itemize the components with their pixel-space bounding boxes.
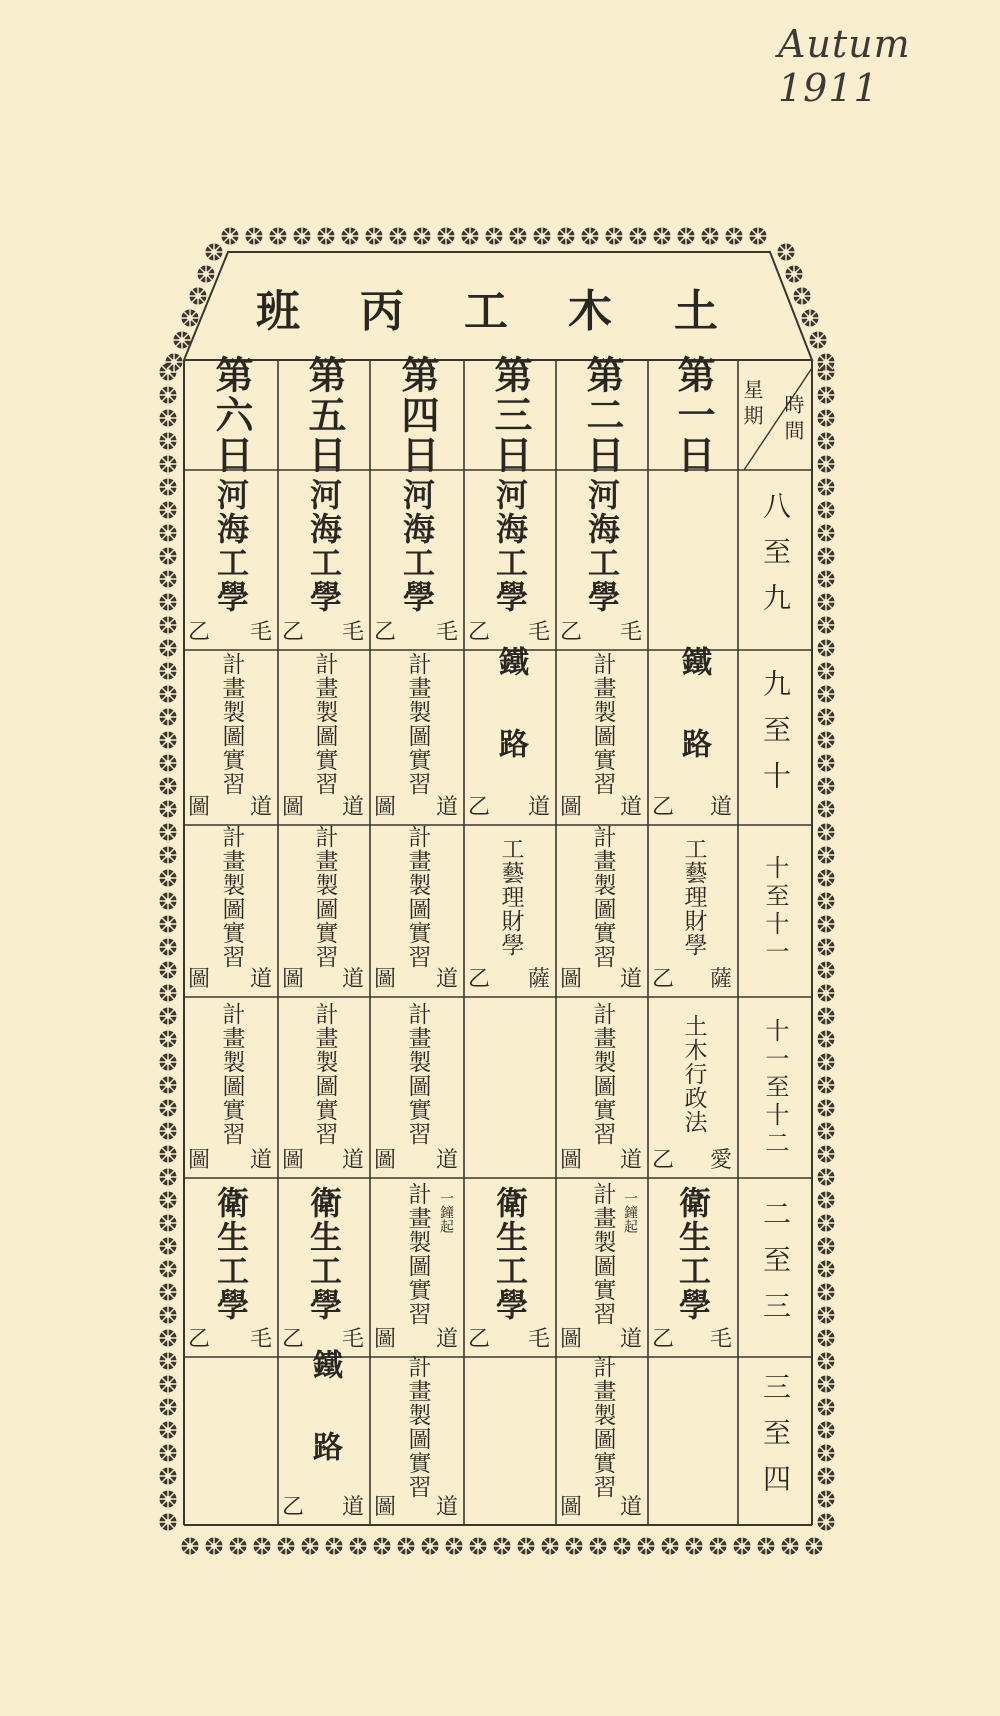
cell-instructor: 毛 (250, 1327, 273, 1352)
title-char: 土 (674, 286, 718, 337)
cell-instructor: 道 (250, 795, 273, 820)
cell-room: 圖 (282, 967, 305, 992)
handwritten-date-note: Autum 1911 (778, 22, 911, 110)
cell-subject: 鐵路 (307, 1349, 342, 1513)
day-header: 第三日 (488, 355, 533, 475)
cell-room: 乙 (282, 620, 305, 645)
cell-room: 圖 (282, 1148, 305, 1173)
cell-room: 圖 (560, 1495, 583, 1520)
cell-subject: 計畫製圖實習 (311, 1001, 338, 1146)
title-char: 丙 (360, 286, 404, 337)
day-header: 第五日 (302, 355, 347, 475)
cell-subject: 土木行政法 (680, 1013, 707, 1134)
cell-instructor: 毛 (436, 620, 459, 645)
cell-instructor: 道 (342, 795, 365, 820)
day-header: 第六日 (209, 355, 254, 475)
cell-room: 乙 (374, 620, 397, 645)
cell-room: 圖 (560, 1148, 583, 1173)
week-label: 星期 (740, 379, 764, 431)
cell-room: 乙 (468, 795, 491, 820)
cell-room: 圖 (374, 795, 397, 820)
cell-instructor: 道 (436, 1327, 459, 1352)
cell-subject: 衛生工學 (212, 1185, 250, 1322)
start-time-note: 一鐘起 (622, 1191, 638, 1233)
cell-instructor: 道 (620, 1327, 643, 1352)
day-header: 第二日 (580, 355, 625, 475)
cell-instructor: 毛 (342, 620, 365, 645)
cell-instructor: 道 (250, 1148, 273, 1173)
cell-instructor: 道 (528, 795, 551, 820)
cell-room: 圖 (188, 795, 211, 820)
cell-subject: 計畫製圖實習 (589, 1001, 616, 1146)
cell-subject: 計畫製圖實習 (589, 1181, 616, 1326)
cell-subject: 計畫製圖實習 (589, 651, 616, 796)
day-header: 第一日 (671, 355, 716, 475)
cell-instructor: 道 (620, 795, 643, 820)
cell-instructor: 道 (620, 1495, 643, 1520)
title-char: 木 (568, 286, 612, 337)
cell-subject: 計畫製圖實習 (404, 1001, 431, 1146)
time-slot-label: 八至九 (759, 491, 792, 629)
cell-room: 乙 (468, 620, 491, 645)
cell-room: 圖 (374, 1495, 397, 1520)
cell-room: 圖 (188, 967, 211, 992)
cell-subject: 工藝理財學 (497, 837, 524, 957)
start-time-note: 一鐘起 (438, 1191, 454, 1233)
cell-room: 圖 (374, 967, 397, 992)
cell-instructor: 道 (436, 1495, 459, 1520)
cell-room: 圖 (560, 967, 583, 992)
title-char: 工 (464, 286, 508, 337)
cell-room: 圖 (188, 1148, 211, 1173)
cell-subject: 河海工學 (305, 478, 343, 614)
cell-instructor: 毛 (528, 620, 551, 645)
cell-room: 圖 (560, 1327, 583, 1352)
cell-subject: 河海工學 (491, 478, 529, 614)
cell-subject: 計畫製圖實習 (589, 1355, 616, 1499)
cell-instructor: 道 (436, 1148, 459, 1173)
time-slot-label: 十至十一 (761, 855, 789, 967)
cell-subject: 計畫製圖實習 (404, 825, 431, 969)
cell-room: 乙 (188, 620, 211, 645)
cell-room: 圖 (560, 795, 583, 820)
cell-room: 圖 (282, 795, 305, 820)
time-slot-label: 九至十 (759, 668, 792, 807)
cell-subject: 計畫製圖實習 (404, 1181, 431, 1326)
cell-subject: 計畫製圖實習 (311, 651, 338, 796)
time-slot-label: 二至三 (759, 1198, 792, 1337)
cell-instructor: 道 (620, 1148, 643, 1173)
cell-instructor: 毛 (620, 620, 643, 645)
cell-room: 乙 (652, 1327, 675, 1352)
cell-subject: 計畫製圖實習 (218, 825, 245, 969)
cell-subject: 計畫製圖實習 (218, 1001, 245, 1146)
cell-instructor: 毛 (528, 1327, 551, 1352)
cell-subject: 河海工學 (212, 478, 250, 614)
time-slot-label: 十一至十二 (761, 1017, 789, 1158)
cell-room: 乙 (282, 1327, 305, 1352)
cell-room: 乙 (560, 620, 583, 645)
cell-instructor: 道 (342, 967, 365, 992)
cell-subject: 衛生工學 (674, 1185, 712, 1322)
cell-room: 乙 (188, 1327, 211, 1352)
cell-subject: 計畫製圖實習 (404, 651, 431, 796)
cell-room: 乙 (468, 967, 491, 992)
cell-instructor: 道 (436, 967, 459, 992)
day-header: 第四日 (395, 355, 440, 475)
cell-instructor: 薩 (710, 967, 733, 992)
cell-instructor: 毛 (710, 1327, 733, 1352)
cell-subject: 鐵路 (493, 645, 528, 810)
cell-instructor: 薩 (528, 967, 551, 992)
cell-instructor: 毛 (342, 1327, 365, 1352)
cell-subject: 河海工學 (583, 478, 621, 614)
cell-instructor: 道 (436, 795, 459, 820)
cell-subject: 計畫製圖實習 (404, 1355, 431, 1499)
cell-room: 乙 (652, 795, 675, 820)
cell-instructor: 道 (710, 795, 733, 820)
cell-room: 乙 (468, 1327, 491, 1352)
cell-room: 乙 (282, 1495, 305, 1520)
time-label: 時間 (781, 394, 805, 446)
cell-subject: 計畫製圖實習 (589, 825, 616, 969)
cell-room: 圖 (374, 1148, 397, 1173)
cell-subject: 鐵路 (676, 645, 711, 810)
cell-subject: 衛生工學 (491, 1185, 529, 1322)
cell-subject: 衛生工學 (305, 1185, 343, 1322)
cell-room: 乙 (652, 967, 675, 992)
cell-instructor: 道 (250, 967, 273, 992)
cell-subject: 河海工學 (398, 478, 436, 614)
title-char: 班 (256, 286, 300, 337)
cell-room: 圖 (374, 1327, 397, 1352)
cell-subject: 計畫製圖實習 (311, 825, 338, 969)
cell-subject: 計畫製圖實習 (218, 651, 245, 796)
time-slot-label: 三至四 (759, 1372, 792, 1510)
cell-instructor: 道 (620, 967, 643, 992)
cell-instructor: 道 (342, 1495, 365, 1520)
cell-subject: 工藝理財學 (680, 837, 707, 957)
cell-instructor: 愛 (710, 1148, 733, 1173)
cell-instructor: 毛 (250, 620, 273, 645)
cell-instructor: 道 (342, 1148, 365, 1173)
cell-room: 乙 (652, 1148, 675, 1173)
